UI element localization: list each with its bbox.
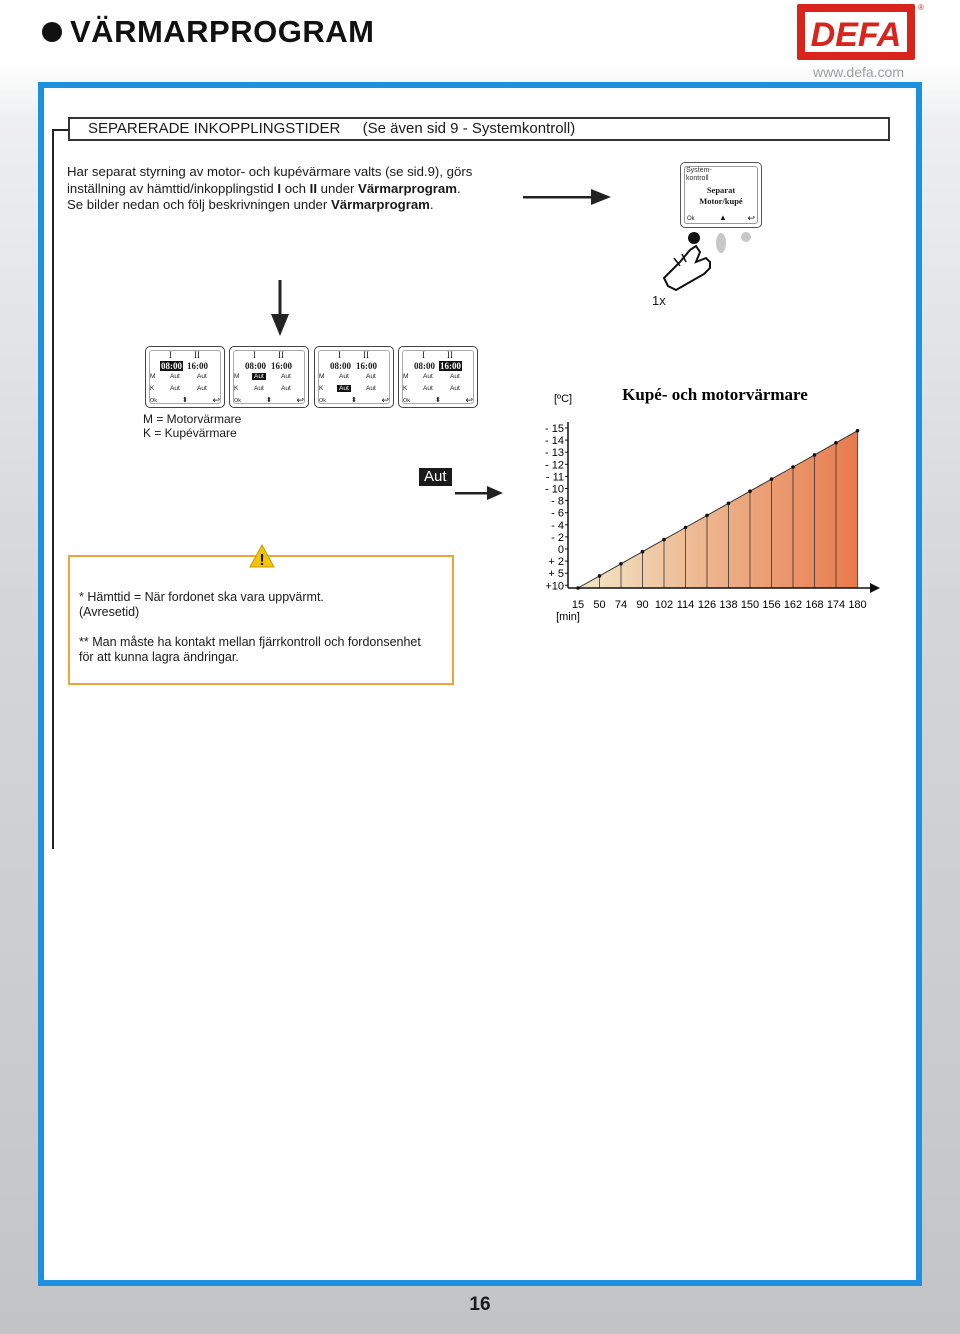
chart-point: [641, 550, 645, 554]
page-number: 16: [469, 1294, 491, 1315]
chart-x-tick-label: 180: [848, 599, 867, 611]
defa-logo: [795, 2, 924, 62]
chart-y-tick-label: + 2: [548, 556, 564, 569]
chart-y-tick-label: - 11: [545, 471, 564, 484]
chart-x-tick-label: 126: [697, 599, 717, 611]
arrow-right-icon: [523, 187, 611, 207]
up-arrow-icon: ▲: [719, 213, 727, 222]
note-contact: ** Man måste ha kontakt mellan fjärrkontroll och fordonsenhet för att kunna lagra ändringar.: [79, 635, 421, 664]
chart-point: [834, 441, 838, 445]
chart-point: [770, 477, 774, 481]
chart-y-tick-label: - 12: [545, 459, 564, 472]
page-title: VÄRMARPROGRAM: [70, 14, 375, 49]
note-box: [68, 555, 454, 685]
chart-y-tick-label: - 4: [551, 519, 564, 532]
section-bracket-line: [52, 129, 54, 849]
warning-icon: [249, 544, 275, 568]
chart-point: [727, 502, 731, 506]
section-heading-reference: (Se även sid 9 - Systemkontroll): [362, 120, 576, 137]
chart-x-tick-label: 138: [719, 599, 738, 611]
chart-point: [791, 465, 795, 469]
back-arrow-icon: ↩: [747, 213, 755, 223]
chart-point: [684, 526, 688, 530]
intro-line-2: inställning av hämttid/inkopplingstid I och II under Värmarprogram.: [67, 180, 461, 196]
chart-y-tick-label: - 13: [545, 447, 564, 460]
intro-line-1: Har separat styrning av motor- och kupévärmare valts (se sid.9), görs: [67, 164, 473, 179]
remote-display-system-control: System- kontroll Separat Motor/kupé Ok ▲ ↩: [680, 162, 762, 228]
svg-text:DEFA: DEFA: [810, 16, 902, 54]
ok-label: Ok: [687, 216, 695, 222]
chart-y-tick-label: - 2: [551, 531, 564, 544]
website-url: www.defa.com: [812, 64, 904, 80]
chart-point: [662, 538, 666, 542]
legend-motor: M = Motorvärmare: [143, 412, 242, 426]
heater-legend: [143, 412, 241, 440]
legend-cabin: K = Kupévärmare: [143, 426, 237, 440]
chart-xlabel: [min]: [556, 611, 580, 623]
chart-y-tick-label: +10: [545, 580, 564, 593]
chart-x-axis-arrow: [870, 583, 880, 593]
chart-x-tick-label: 90: [636, 599, 649, 611]
chart-x-tick-label: 168: [805, 599, 824, 611]
chart-title: Kupé- och motorvärmare: [622, 385, 808, 404]
arrow-right-small-icon: [455, 486, 503, 500]
chart-y-tick-label: - 15: [545, 423, 564, 435]
chart-x-tick-label: 150: [740, 599, 760, 611]
section-heading: [68, 117, 890, 141]
chart-x-tick-label: 50: [593, 599, 606, 611]
chart-y-tick-label: - 10: [545, 483, 564, 496]
svg-text:®: ®: [918, 3, 924, 12]
lcd-screen-2: I II 08:00 16:00 M K Aut Aut Aut Aut Ok ⬍ ↩: [229, 346, 309, 408]
svg-text:!: !: [259, 552, 265, 569]
chart-x-tick-label: 162: [783, 599, 803, 611]
aut-label: Aut: [419, 468, 452, 486]
section-heading-title: SEPARERADE INKOPPLINGSTIDER: [88, 120, 341, 137]
chart-y-tick-label: + 5: [548, 568, 564, 581]
lcd-screen-1: I II 08:00 16:00 M K Aut Aut Aut Aut Ok ⬍ ↩: [145, 346, 225, 408]
chart-y-tick-label: - 14: [545, 435, 564, 448]
intro-line-3: Se bilder nedan och följ beskrivningen under Värmarprogram.: [67, 197, 434, 212]
chart-x-tick-label: 114: [676, 599, 695, 611]
lcd-screen-3: I II 08:00 16:00 M K Aut Aut Aut Aut Ok ⬍ ↩: [314, 346, 394, 408]
page-title-row: [42, 14, 374, 50]
chart-x-tick-label: 15: [571, 599, 585, 611]
intro-text: [67, 164, 507, 214]
press-count: 1x: [652, 293, 666, 308]
section-bracket: [52, 129, 68, 131]
hand-press-icon: [650, 228, 770, 294]
bullet-icon: [42, 22, 62, 42]
chart-x-tick-label: 174: [826, 599, 846, 611]
lcd-screen-4: I II 08:00 16:00 M K Aut Aut Aut Aut Ok ⬍ ↩: [398, 346, 478, 408]
chart-point: [813, 453, 817, 457]
chart-x-tick-label: 102: [654, 599, 674, 611]
chart-point: [598, 574, 602, 578]
chart-point: [748, 489, 752, 493]
chart-point: [619, 562, 623, 566]
chart-x-tick-label: 74: [614, 599, 628, 611]
note-pickup-time: * Hämttid = När fordonet ska vara uppvärmt. (Avresetid): [79, 590, 324, 619]
chart-y-tick-label: - 6: [551, 507, 564, 520]
chart-x-tick-label: 156: [762, 599, 781, 611]
chart-point: [856, 429, 860, 433]
arrow-down-icon: [269, 280, 291, 336]
chart-y-tick-label: 0: [557, 544, 564, 556]
chart-point: [705, 514, 709, 518]
chart-ylabel: [ºC]: [554, 393, 573, 405]
heating-time-chart: [530, 380, 890, 630]
chart-y-tick-label: - 8: [551, 495, 564, 508]
